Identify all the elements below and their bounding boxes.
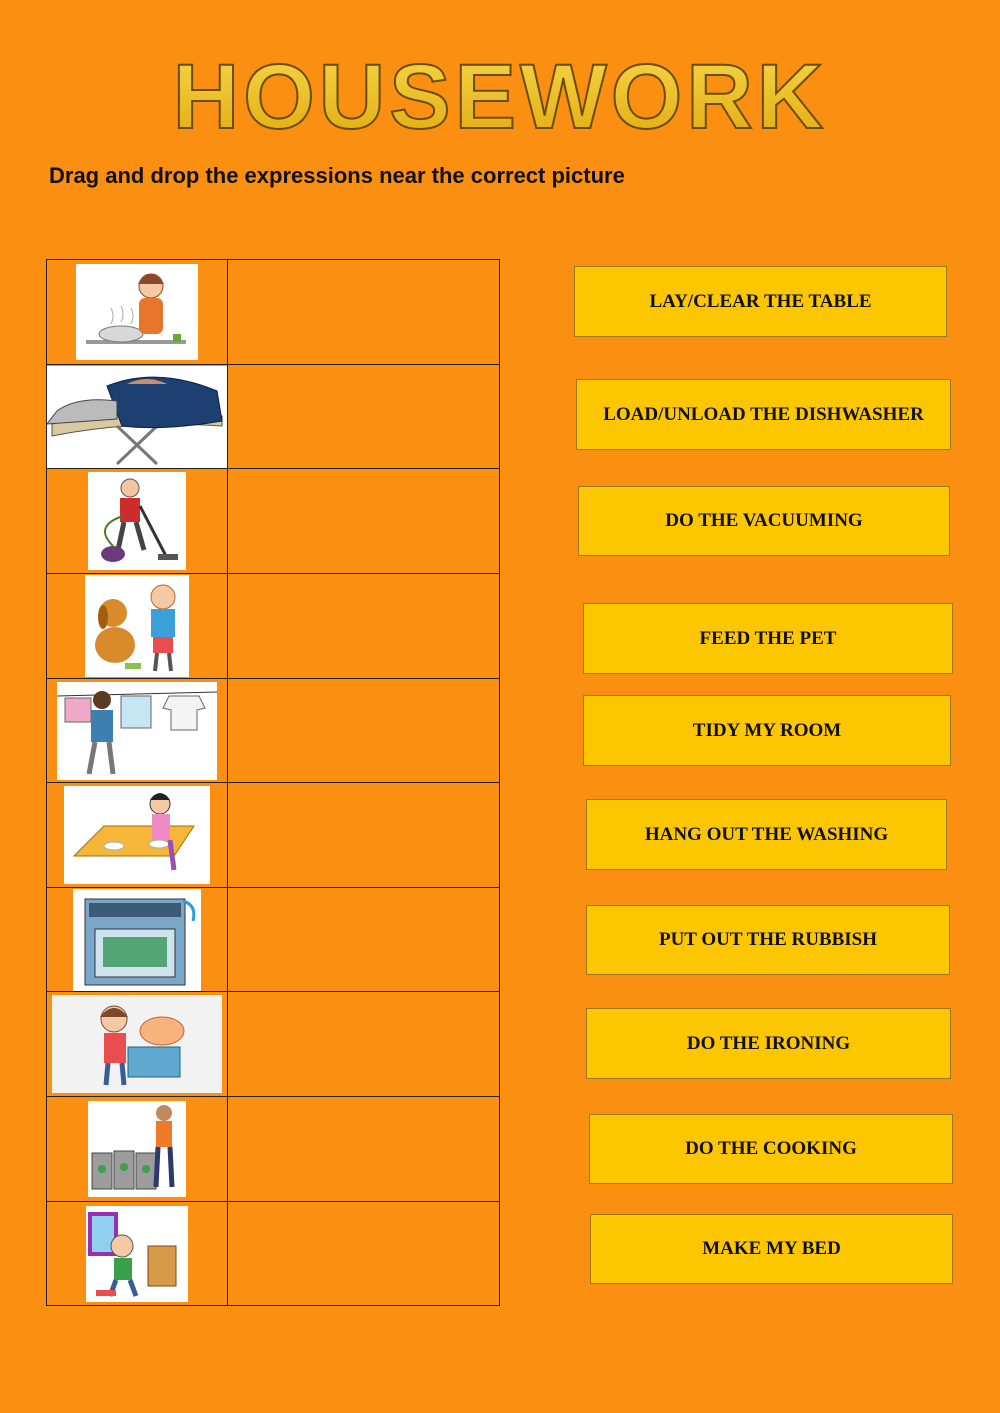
table-row	[47, 783, 500, 888]
man-recycling-rubbish-icon	[88, 1101, 186, 1197]
drop-zone[interactable]	[228, 365, 500, 469]
expression-card[interactable]: TIDY MY ROOM	[583, 695, 951, 766]
boy-feeding-dog-icon	[85, 575, 189, 677]
drop-zone[interactable]	[228, 1202, 500, 1306]
table-row	[47, 1202, 500, 1306]
drop-zone[interactable]	[228, 1097, 500, 1202]
table-row	[47, 469, 500, 574]
table-row	[47, 888, 500, 992]
title-text: HOUSEWORK	[172, 46, 828, 148]
drop-zone[interactable]	[228, 260, 500, 365]
iron-ironing-board-icon	[47, 366, 227, 468]
drop-zone[interactable]	[228, 679, 500, 783]
table-row	[47, 260, 500, 365]
page-title	[0, 40, 1000, 150]
boy-tidying-room-icon	[86, 1206, 188, 1302]
drop-zone[interactable]	[228, 783, 500, 888]
expression-card[interactable]: DO THE COOKING	[589, 1114, 953, 1184]
expression-card[interactable]: MAKE MY BED	[590, 1214, 953, 1284]
girl-laying-table-icon	[64, 786, 210, 884]
expression-card[interactable]: PUT OUT THE RUBBISH	[586, 905, 950, 975]
table-row	[47, 992, 500, 1097]
woman-cooking-icon	[76, 264, 198, 360]
expression-card[interactable]: FEED THE PET	[583, 603, 953, 674]
instruction-text: Drag and drop the expressions near the correct picture	[49, 163, 625, 188]
expression-card[interactable]: LAY/CLEAR THE TABLE	[574, 266, 947, 337]
expression-card[interactable]: DO THE VACUUMING	[578, 486, 950, 556]
person-vacuuming-icon	[88, 472, 186, 570]
drop-zone[interactable]	[228, 888, 500, 992]
table-row	[47, 679, 500, 783]
table-row	[47, 365, 500, 469]
table-row	[47, 1097, 500, 1202]
man-hanging-washing-icon	[57, 682, 217, 780]
expression-card[interactable]: LOAD/UNLOAD THE DISHWASHER	[576, 379, 951, 450]
table-row	[47, 574, 500, 679]
expression-card[interactable]: HANG OUT THE WASHING	[586, 799, 947, 870]
matching-table	[46, 259, 500, 1306]
drop-zone[interactable]	[228, 574, 500, 679]
expression-card[interactable]: DO THE IRONING	[586, 1008, 951, 1079]
drop-zone[interactable]	[228, 992, 500, 1097]
drop-zone[interactable]	[228, 469, 500, 574]
dishwasher-icon	[73, 889, 201, 991]
boy-making-bed-icon	[52, 995, 222, 1093]
